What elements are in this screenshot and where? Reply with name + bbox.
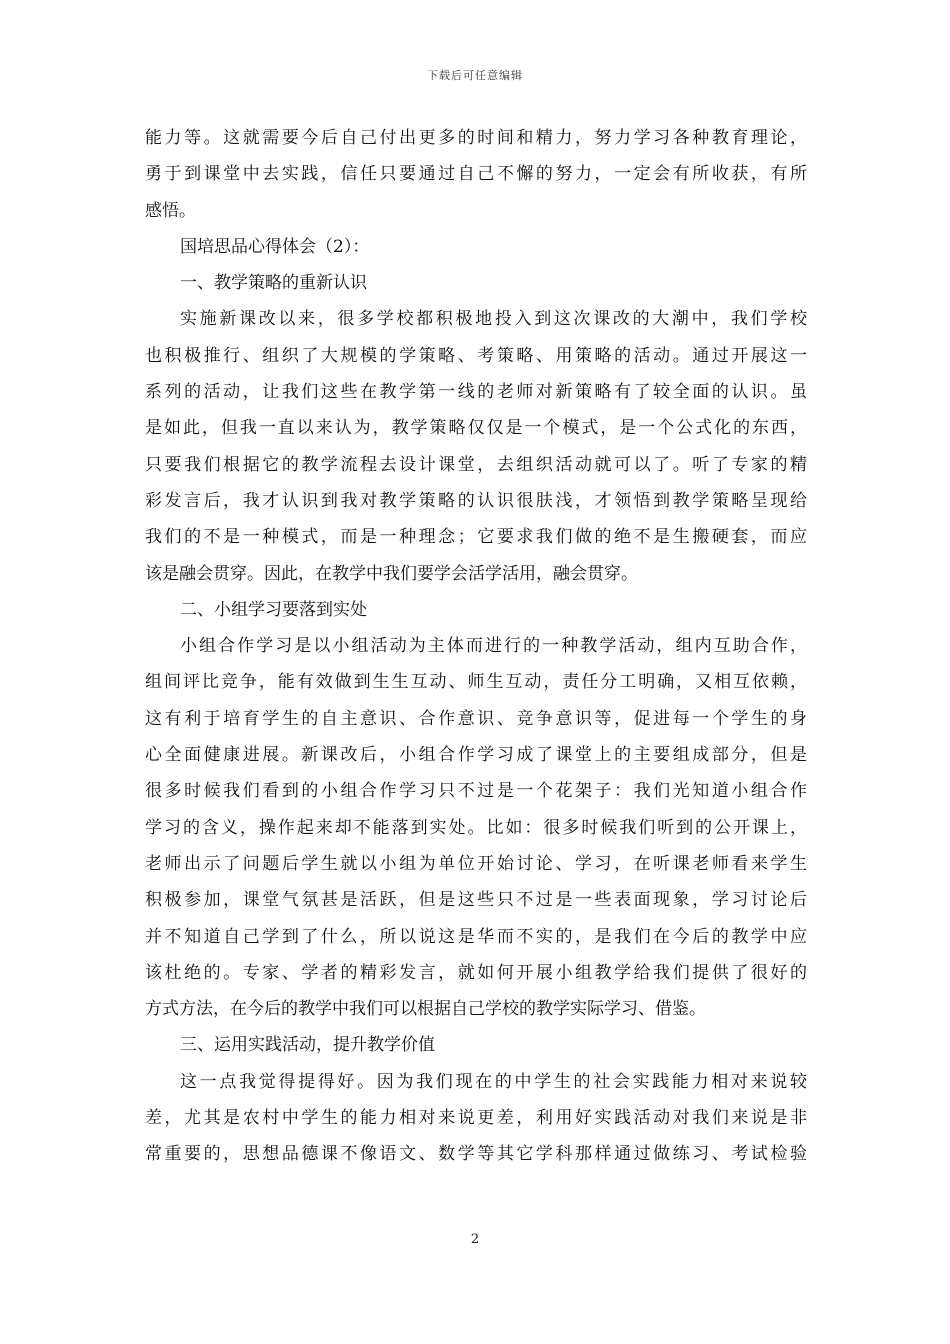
text-line: 是如此，但我一直以来认为，教学策略仅仅是一个模式，是一个公式化的东西， [145, 418, 807, 439]
text-line: 并不知道自己学到了什么，所以说这是华而不实的，是我们在今后的教学中应 [145, 926, 807, 947]
text-line: 三、运用实践活动，提升教学价值 [180, 1035, 435, 1056]
text-line: 老师出示了问题后学生就以小组为单位开始讨论、学习，在听课老师看来学生 [145, 853, 807, 874]
text-line: 方式方法，在今后的教学中我们可以根据自己学校的教学实际学习、借鉴。 [145, 999, 706, 1020]
text-line: 这有利于培育学生的自主意识、合作意识、竞争意识等，促进每一个学生的身 [145, 708, 807, 729]
text-line: 只要我们根据它的教学流程去设计课堂，去组织活动就可以了。听了专家的精 [145, 454, 807, 475]
text-line: 心全面健康进展。新课改后，小组合作学习成了课堂上的主要组成部分，但是 [145, 745, 807, 766]
text-line: 该杜绝的。专家、学者的精彩发言，就如何开展小组教学给我们提供了很好的 [145, 962, 807, 983]
text-line: 学习的含义，操作起来却不能落到实处。比如：很多时候我们听到的公开课上， [145, 817, 807, 838]
text-line: 彩发言后，我才认识到我对教学策略的认识很肤浅，才领悟到教学策略呈现给 [145, 490, 807, 511]
page-number: 2 [470, 1232, 480, 1247]
text-line: 常重要的，思想品德课不像语文、数学等其它学科那样通过做练习、考试检验 [145, 1144, 807, 1165]
text-line: 小组合作学习是以小组活动为主体而进行的一种教学活动，组内互助合作， [180, 636, 807, 657]
text-line: 能力等。这就需要今后自己付出更多的时间和精力，努力学习各种教育理论， [145, 128, 807, 148]
text-line: 积极参加，课堂气氛甚是活跃，但是这些只不过是一些表面现象，学习讨论后 [145, 890, 807, 911]
page-header: 下载后可任意编辑 [427, 69, 523, 82]
text-line: 很多时候我们看到的小组合作学习只不过是一个花架子：我们光知道小组合作 [145, 781, 807, 802]
text-line: 该是融会贯穿。因此，在教学中我们要学会活学活用，融会贯穿。 [145, 563, 638, 584]
text-line: 这一点我觉得提得好。因为我们现在的中学生的社会实践能力相对来说较 [180, 1071, 807, 1092]
text-line: 也积极推行、组织了大规模的学策略、考策略、用策略的活动。通过开展这一 [145, 345, 807, 366]
document-body [145, 120, 807, 1173]
text-line: 一、教学策略的重新认识 [180, 273, 367, 294]
text-line: 组间评比竞争，能有效做到生生互动、师生互动，责任分工明确，又相互依赖， [145, 672, 807, 693]
text-line: 实施新课改以来，很多学校都积极地投入到这次课改的大潮中，我们学校 [180, 309, 807, 330]
text-line: 国培思品心得体会（2）： [180, 236, 370, 257]
text-line: 二、小组学习要落到实处 [180, 599, 367, 620]
text-line: 系列的活动，让我们这些在教学第一线的老师对新策略有了较全面的认识。虽 [145, 382, 807, 403]
text-line: 勇于到课堂中去实践，信任只要通过自己不懈的努力，一定会有所收获，有所 [145, 164, 807, 185]
text-line: 差，尤其是农村中学生的能力相对来说更差，利用好实践活动对我们来说是非 [145, 1108, 807, 1129]
text-line: 我们的不是一种模式，而是一种理念；它要求我们做的绝不是生搬硬套，而应 [145, 527, 807, 548]
text-line: 感悟。 [145, 200, 196, 221]
